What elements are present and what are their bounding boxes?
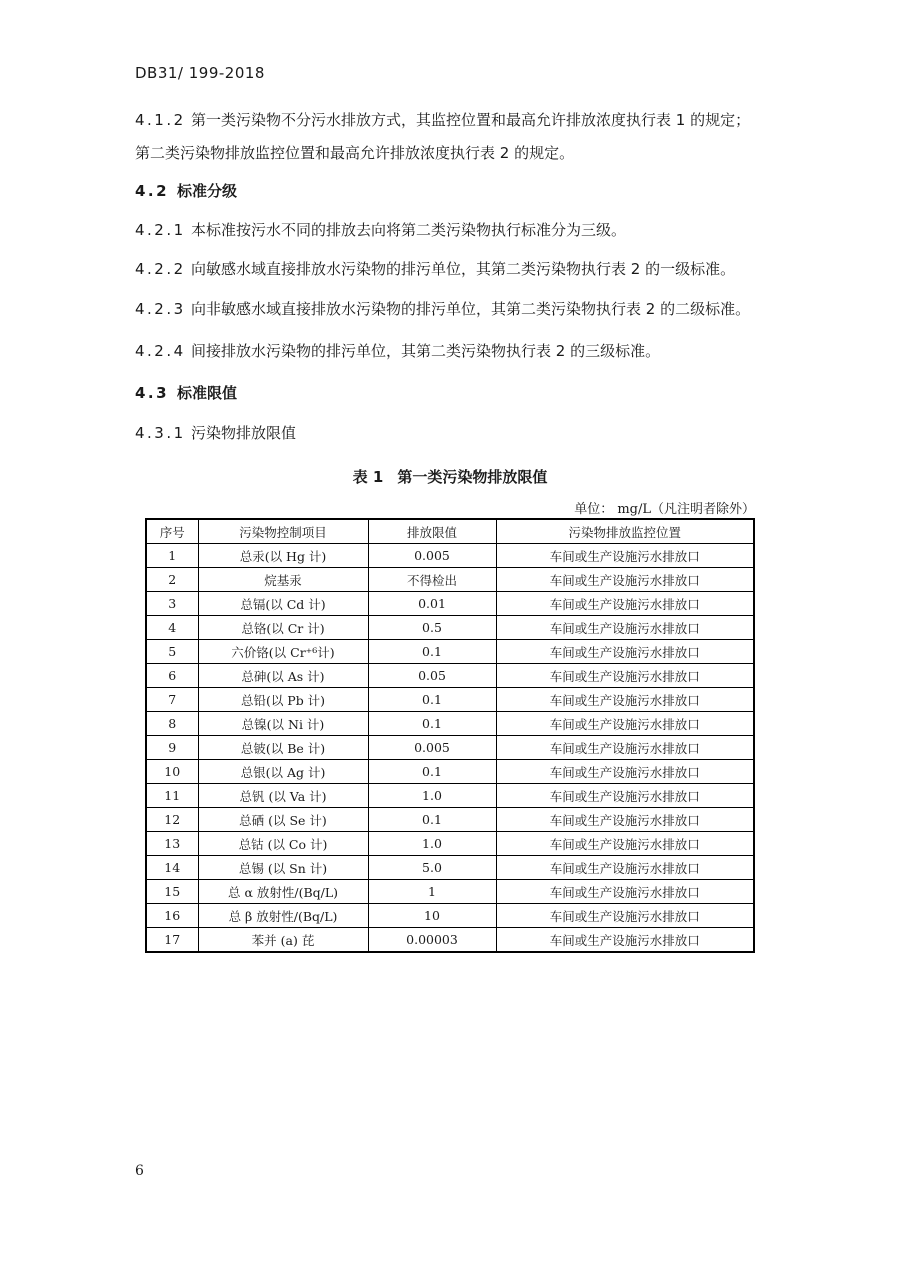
clause-4-2-1 (135, 220, 626, 240)
table-row (146, 832, 754, 856)
limit-value-cell: 不得检出 (368, 568, 496, 592)
clause-4-1-2 (135, 110, 750, 130)
monitoring-location-cell: 车间或生产设施污水排放口 (496, 688, 754, 712)
row-number-cell: 15 (146, 880, 198, 904)
pollutant-item-cell: 总钴 (以 Co 计) (198, 832, 368, 856)
table-title: 第一类污染物排放限值 (397, 468, 548, 486)
table-row (146, 784, 754, 808)
pollutant-item-cell: 总汞(以 Hg 计) (198, 544, 368, 568)
row-number-cell: 14 (146, 856, 198, 880)
table-header-row (146, 519, 754, 544)
monitoring-location-cell: 车间或生产设施污水排放口 (496, 568, 754, 592)
limit-value-cell: 10 (368, 904, 496, 928)
pollutant-item-cell: 总铬(以 Cr 计) (198, 616, 368, 640)
section-4-3-heading (135, 383, 237, 403)
limit-value-cell: 0.1 (368, 640, 496, 664)
column-header: 污染物排放监控位置 (496, 519, 754, 544)
document-code: DB31/ 199-2018 (135, 64, 265, 82)
limit-value-cell: 0.1 (368, 760, 496, 784)
clause-text: 向非敏感水域直接排放水污染物的排污单位，其第二类污染物执行表 2 的二级标准。 (191, 300, 751, 318)
pollutant-item-cell: 总钒 (以 Va 计) (198, 784, 368, 808)
pollutant-item-cell: 总镉(以 Cd 计) (198, 592, 368, 616)
monitoring-location-cell: 车间或生产设施污水排放口 (496, 928, 754, 953)
monitoring-location-cell: 车间或生产设施污水排放口 (496, 616, 754, 640)
limit-value-cell: 0.5 (368, 616, 496, 640)
table-row (146, 640, 754, 664)
table-number: 表 1 (352, 468, 384, 486)
pollutant-item-cell: 总镍(以 Ni 计) (198, 712, 368, 736)
table-row (146, 856, 754, 880)
pollutant-item-cell: 总砷(以 As 计) (198, 664, 368, 688)
clause-4-2-2 (135, 259, 735, 279)
pollutant-item-cell: 总铍(以 Be 计) (198, 736, 368, 760)
limit-value-cell: 0.005 (368, 736, 496, 760)
column-header: 污染物控制项目 (198, 519, 368, 544)
limit-value-cell: 1.0 (368, 784, 496, 808)
clause-text: 本标准按污水不同的排放去向将第二类污染物执行标准分为三级。 (191, 221, 627, 239)
clause-text: 第一类污染物不分污水排放方式，其监控位置和最高允许排放浓度执行表 1 的规定； (191, 111, 751, 129)
row-number-cell: 10 (146, 760, 198, 784)
clause-4-2-3 (135, 299, 750, 319)
monitoring-location-cell: 车间或生产设施污水排放口 (496, 808, 754, 832)
pollutant-item-cell: 总 β 放射性/(Bq/L) (198, 904, 368, 928)
table-row (146, 760, 754, 784)
monitoring-location-cell: 车间或生产设施污水排放口 (496, 712, 754, 736)
row-number-cell: 2 (146, 568, 198, 592)
row-number-cell: 7 (146, 688, 198, 712)
limit-value-cell: 0.00003 (368, 928, 496, 953)
pollutant-item-cell: 总硒 (以 Se 计) (198, 808, 368, 832)
section-4-2-heading (135, 181, 237, 201)
row-number-cell: 4 (146, 616, 198, 640)
column-header: 序号 (146, 519, 198, 544)
section-title: 标准限值 (177, 384, 238, 402)
monitoring-location-cell: 车间或生产设施污水排放口 (496, 640, 754, 664)
table-unit-note: 单位： mg/L（凡注明者除外） (574, 502, 755, 517)
monitoring-location-cell: 车间或生产设施污水排放口 (496, 760, 754, 784)
limit-value-cell: 0.05 (368, 664, 496, 688)
table-row (146, 904, 754, 928)
limit-value-cell: 0.1 (368, 688, 496, 712)
pollutant-item-cell: 总锡 (以 Sn 计) (198, 856, 368, 880)
limit-value-cell: 1.0 (368, 832, 496, 856)
table-row (146, 736, 754, 760)
clause-number: 4.2.4 (135, 342, 186, 360)
limit-value-cell: 0.1 (368, 808, 496, 832)
row-number-cell: 16 (146, 904, 198, 928)
monitoring-location-cell: 车间或生产设施污水排放口 (496, 784, 754, 808)
section-number: 4.2 (135, 182, 170, 200)
monitoring-location-cell: 车间或生产设施污水排放口 (496, 880, 754, 904)
clause-text: 间接排放水污染物的排污单位，其第二类污染物执行表 2 的三级标准。 (191, 342, 661, 360)
pollutant-item-cell: 苯并 (a) 芘 (198, 928, 368, 953)
page-number: 6 (135, 1163, 144, 1179)
monitoring-location-cell: 车间或生产设施污水排放口 (496, 592, 754, 616)
clause-text: 污染物排放限值 (191, 424, 297, 442)
table-row (146, 880, 754, 904)
table-row (146, 592, 754, 616)
limit-value-cell: 0.01 (368, 592, 496, 616)
monitoring-location-cell: 车间或生产设施污水排放口 (496, 832, 754, 856)
pollutant-item-cell: 六价铬(以 Cr⁺⁶计) (198, 640, 368, 664)
row-number-cell: 12 (146, 808, 198, 832)
pollutant-limits-table (145, 518, 755, 953)
clause-number: 4.1.2 (135, 111, 186, 129)
clause-number: 4.2.2 (135, 260, 186, 278)
pollutant-item-cell: 总 α 放射性/(Bq/L) (198, 880, 368, 904)
section-number: 4.3 (135, 384, 170, 402)
limit-value-cell: 0.005 (368, 544, 496, 568)
clause-text: 向敏感水域直接排放水污染物的排污单位，其第二类污染物执行表 2 的一级标准。 (191, 260, 736, 278)
table-caption (0, 466, 900, 487)
limit-value-cell: 1 (368, 880, 496, 904)
table-row (146, 664, 754, 688)
row-number-cell: 8 (146, 712, 198, 736)
row-number-cell: 17 (146, 928, 198, 953)
row-number-cell: 11 (146, 784, 198, 808)
table-row (146, 568, 754, 592)
row-number-cell: 3 (146, 592, 198, 616)
monitoring-location-cell: 车间或生产设施污水排放口 (496, 664, 754, 688)
pollutant-item-cell: 总银(以 Ag 计) (198, 760, 368, 784)
monitoring-location-cell: 车间或生产设施污水排放口 (496, 736, 754, 760)
limit-value-cell: 5.0 (368, 856, 496, 880)
table-row (146, 616, 754, 640)
clause-number: 4.2.3 (135, 300, 186, 318)
row-number-cell: 5 (146, 640, 198, 664)
clause-number: 4.3.1 (135, 424, 186, 442)
table-row (146, 928, 754, 953)
column-header: 排放限值 (368, 519, 496, 544)
monitoring-location-cell: 车间或生产设施污水排放口 (496, 904, 754, 928)
monitoring-location-cell: 车间或生产设施污水排放口 (496, 544, 754, 568)
pollutant-item-cell: 烷基汞 (198, 568, 368, 592)
limit-value-cell: 0.1 (368, 712, 496, 736)
clause-4-1-2-continuation: 第二类污染物排放监控位置和最高允许排放浓度执行表 2 的规定。 (135, 144, 575, 162)
row-number-cell: 1 (146, 544, 198, 568)
monitoring-location-cell: 车间或生产设施污水排放口 (496, 856, 754, 880)
table-row (146, 712, 754, 736)
clause-number: 4.2.1 (135, 221, 186, 239)
clause-4-2-4 (135, 341, 660, 361)
table-row (146, 544, 754, 568)
row-number-cell: 6 (146, 664, 198, 688)
clause-4-3-1 (135, 423, 296, 443)
pollutant-item-cell: 总铅(以 Pb 计) (198, 688, 368, 712)
table-row (146, 688, 754, 712)
row-number-cell: 13 (146, 832, 198, 856)
row-number-cell: 9 (146, 736, 198, 760)
section-title: 标准分级 (177, 182, 238, 200)
table-row (146, 808, 754, 832)
